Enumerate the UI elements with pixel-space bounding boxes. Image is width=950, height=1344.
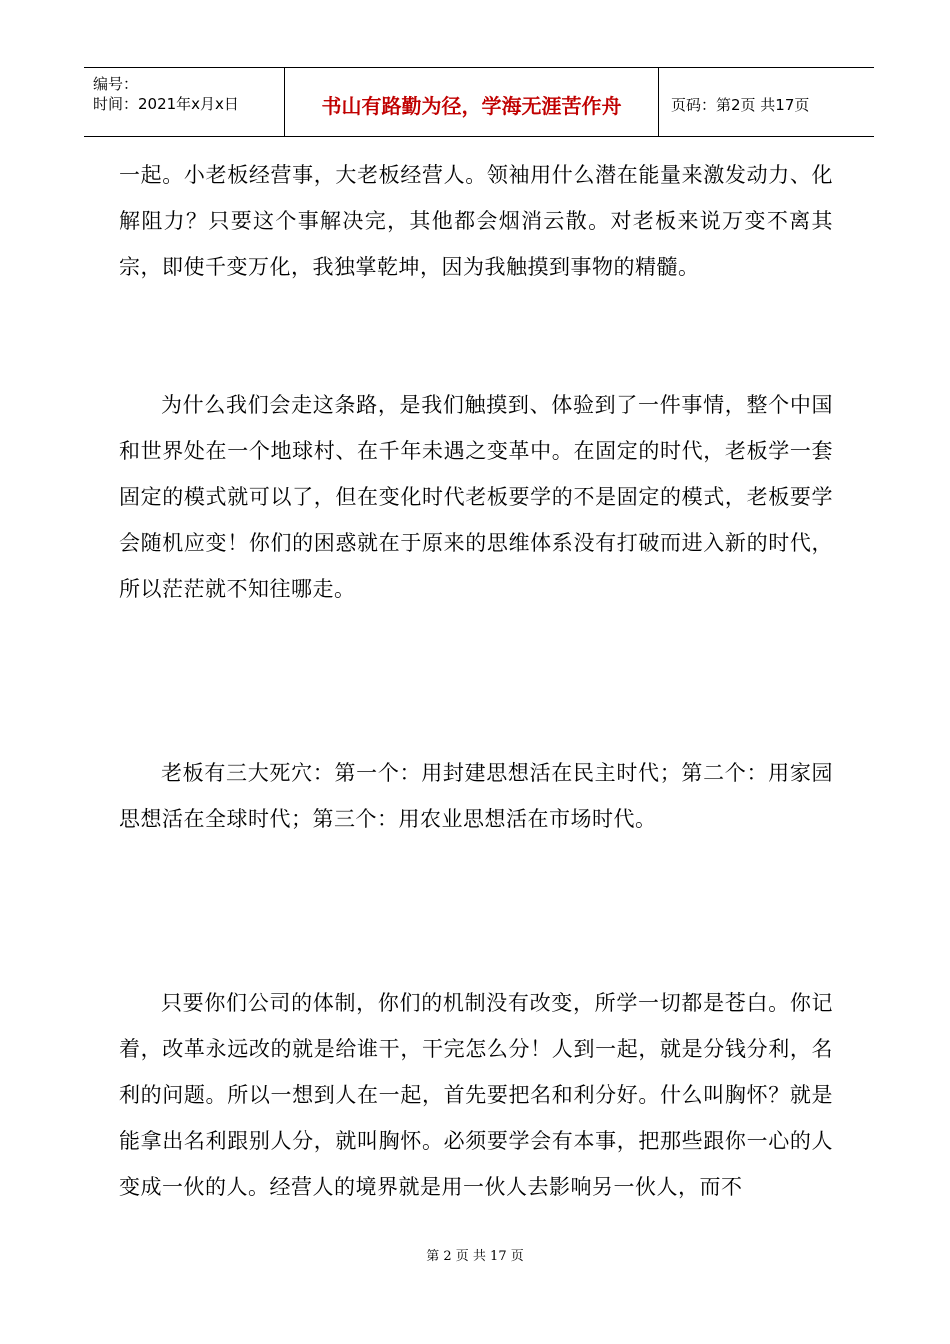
header-meta bbox=[84, 68, 285, 136]
header-time-label: 时间：2021年x月x日 bbox=[93, 95, 239, 113]
body-paragraph-4: 只要你们公司的体制，你们的机制没有改变，所学一切都是苍白。你记着，改革永远改的就是给谁干，干完怎么分！人到一起，就是分钱分利，名利的问题。所以一想到人在一起，首先要把名和利分好。什么叫胸怀？就是能拿出名利跟别人分，就叫胸怀。必须要学会有本事，把那些跟你一心的人变成一伙的人。经营人的境界就是用一伙人去影响另一伙人，而不 bbox=[119, 991, 833, 1199]
body-paragraph-1: 一起。小老板经营事，大老板经营人。领袖用什么潜在能量来激发动力、化解阻力？只要这个事解决完，其他都会烟消云散。对老板来说万变不离其宗，即使千变万化，我独掌乾坤，因为我触摸到事物的精髓。 bbox=[119, 163, 833, 279]
header-number-label: 编号： bbox=[93, 75, 139, 93]
page-header bbox=[84, 67, 874, 137]
body-paragraph-2: 为什么我们会走这条路，是我们触摸到、体验到了一件事情，整个中国和世界处在一个地球村、在千年未遇之变革中。在固定的时代，老板学一套固定的模式就可以了，但在变化时代老板要学的不是固定的模式，老板要学会随机应变！你们的困惑就在于原来的思维体系没有打破而进入新的时代，所以茫茫就不知往哪走。 bbox=[119, 393, 833, 601]
header-motto: 书山有路勤为径，学海无涯苦作舟 bbox=[285, 68, 659, 136]
document-body bbox=[119, 152, 833, 1210]
page-footer: 第 2 页 共 17 页 bbox=[426, 1249, 524, 1264]
header-page-info: 页码：第2页 共17页 bbox=[671, 95, 810, 114]
body-paragraph-3: 老板有三大死穴：第一个：用封建思想活在民主时代；第二个：用家园思想活在全球时代；第三个：用农业思想活在市场时代。 bbox=[119, 761, 833, 831]
